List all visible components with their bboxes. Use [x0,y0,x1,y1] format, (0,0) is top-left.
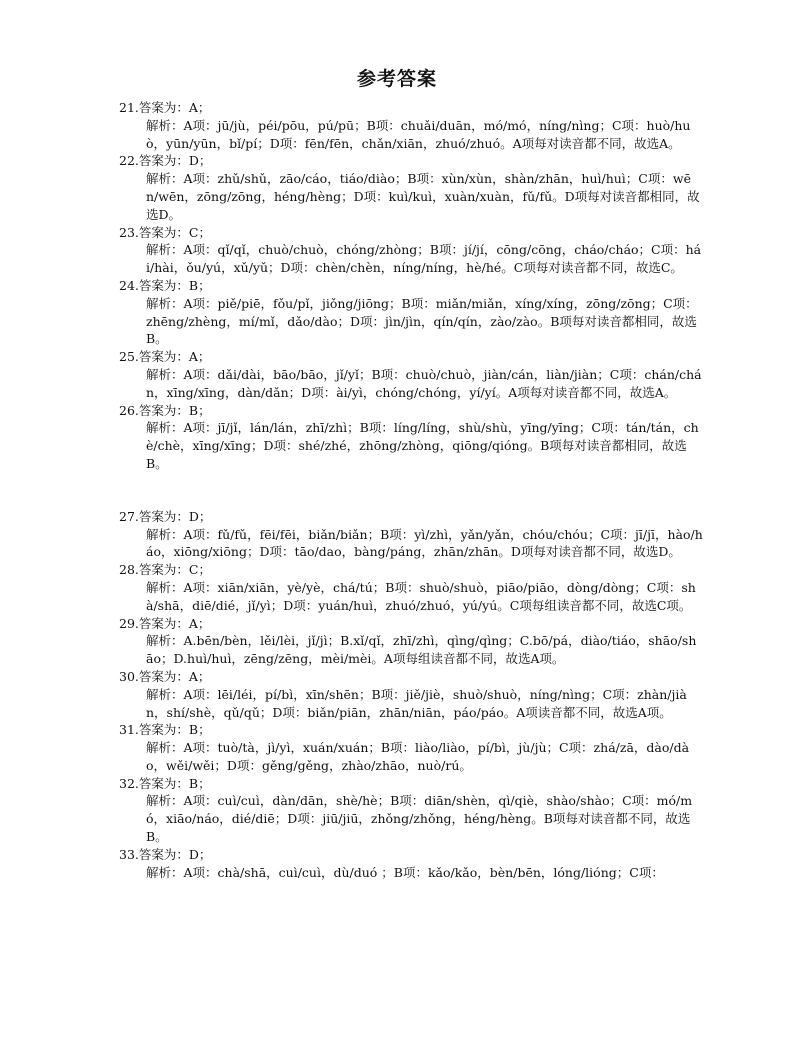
answer-heading: 29.答案为：A； [119,615,211,631]
answer-item-26 [119,402,703,473]
answer-explanation: 解析：A项：tuò/tà，jì/yì，xuán/xuán；B项：liào/liào，pí/bì，jù/jù；C项：zhá/zā，dào/dào，wěi/wěi；D项：gěng/gěng，zhào/zhāo，nuò/rú。 [146,740,690,773]
answer-explanation: 解析：A项：cuì/cuì，dàn/dān，shè/hè；B项：diān/shèn，qì/qiè，shào/shào；C项：mó/mó，xiāo/náo，dié/diē；D项：jiū/jiū，zhǒng/zhǒng，héng/hèng。B项每对读音都不同，故选B。 [146,793,693,845]
answer-explanation: 解析：A.bēn/bèn，lěi/lèi，jǐ/jì；B.xǐ/qǐ，zhī/zhì，qìng/qìng；C.bō/pá，diào/tiáo，shāo/shāo；D.huì/huì，zēng/zēng，mèi/mèi。A项每组读音都不同，故选A项。 [146,633,697,667]
answer-item-25 [119,348,703,401]
answer-explanation: 解析：A项：jū/jù，péi/pōu，pú/pū；B项：chuǎi/duān，mó/mó，níng/nìng；C项：huò/huò，yūn/yūn，bǐ/pí；D项：fēn/fēn，chǎn/xiān，zhuó/zhuó。A项每对读音都不同，故选A。 [146,117,691,151]
answer-item-27 [119,508,703,561]
answer-heading: 33.答案为：D； [119,846,212,862]
answer-heading: 26.答案为：B； [119,402,211,418]
answer-item-23 [119,224,703,277]
answer-explanation: 解析：A项：jī/jǐ，lán/lán，zhī/zhì；B项：líng/líng，shù/shù，yīng/yīng；C项：tán/tán，chè/chè，xīng/xīng；D项：shé/zhé，zhōng/zhòng，qiōng/qióng。B项每对读音都相同，故选B。 [146,420,699,471]
answer-explanation: 解析：A项：fǔ/fǔ，fēi/fēi，biǎn/biǎn；B项：yì/zhì，yǎn/yǎn，chóu/chóu；C项：jī/jī，hào/háo，xiōng/xiōng；D项：tāo/dao，bàng/páng，zhān/zhān。D项每对读音都不同，故选D。 [146,526,703,560]
answer-heading: 28.答案为：C； [119,562,211,578]
answer-heading: 21.答案为：A； [119,100,211,115]
answer-heading: 32.答案为：B； [119,775,211,791]
page-title: 参考答案 [356,68,437,90]
answer-heading: 22.答案为：D； [119,153,212,169]
answer-heading: 23.答案为：C； [119,224,211,240]
answer-explanation: 解析：A项：qǐ/qǐ，chuò/chuò，chóng/zhòng；B项：jí/jí，cōng/cōng，cháo/cháo；C项：hái/hài，ǒu/yú，xǔ/yǔ；D项：chèn/chèn，níng/níng，hè/hé。C项每对读音都不同，故选C。 [146,242,702,276]
answer-explanation: 解析：A项：dǎi/dài，bāo/bāo，jǐ/yǐ；B项：chuò/chuò，jiàn/cán，liàn/jiàn；C项：chán/chán，xīng/xīng，dàn/dǎn；D项：ài/yì，chóng/chóng，yí/yí。A项每对读音都不同，故选A。 [146,366,702,400]
answer-item-21 [119,99,703,152]
answer-heading: 24.答案为：B； [119,277,211,293]
answer-item-29 [119,615,703,668]
answer-item-22 [119,152,703,223]
answer-heading: 25.答案为：A； [119,349,211,365]
answer-explanation: 解析：A项：chà/shā，cuì/cuì，dù/duó ；B项：kǎo/kǎo，bèn/bēn，lóng/lióng；C项： [146,864,664,880]
answer-explanation: 解析：A项：lēi/léi，pí/bì，xīn/shēn；B项：jiě/jiè，shuò/shuò，níng/nìng；C项：zhàn/jiàn，shí/shè，qǔ/qǔ；D项：biǎn/piān，zhān/niān，páo/páo。A项读音都不同，故选A项。 [146,686,687,720]
answer-item-31 [119,721,703,774]
answer-item-32 [119,775,703,846]
answer-explanation: 解析：A项：xiān/xiān，yè/yè，chá/tú；B项：shuò/shuò，piāo/piāo，dòng/dòng；C项：shà/shā，diē/dié，jǐ/yì；D项：yuán/huì，zhuó/zhuó，yú/yú。C项每组读音都不同，故选C项。 [146,579,696,613]
answer-heading: 27.答案为：D； [119,508,212,524]
answer-explanation: 解析：A项：zhǔ/shǔ，zāo/cáo，tiáo/diào；B项：xùn/xùn，shàn/zhān，huì/huì；C项：wēn/wēn，zōng/zōng，héng/hèng；D项：kuì/kuì，xuàn/xuàn，fǔ/fǔ。D项每对读音都相同，故选D。 [146,171,700,222]
answer-heading: 30.答案为：A； [119,668,211,684]
answer-heading: 31.答案为：B； [119,722,211,738]
answer-explanation: 解析：A项：piě/piē，fǒu/pǐ，jiǒng/jiōng；B项：miǎn/miǎn，xíng/xíng，zōng/zōng；C项：zhēng/zhèng，mí/mǐ，dǎo/dào；D项：jìn/jìn，qín/qín，zào/zào。B项每对读音都相同，故选B。 [146,295,698,347]
answer-item-28 [119,561,703,614]
answer-item-24 [119,277,703,348]
answer-item-33 [119,846,703,882]
answer-list [119,99,703,881]
answer-item-30 [119,668,703,721]
